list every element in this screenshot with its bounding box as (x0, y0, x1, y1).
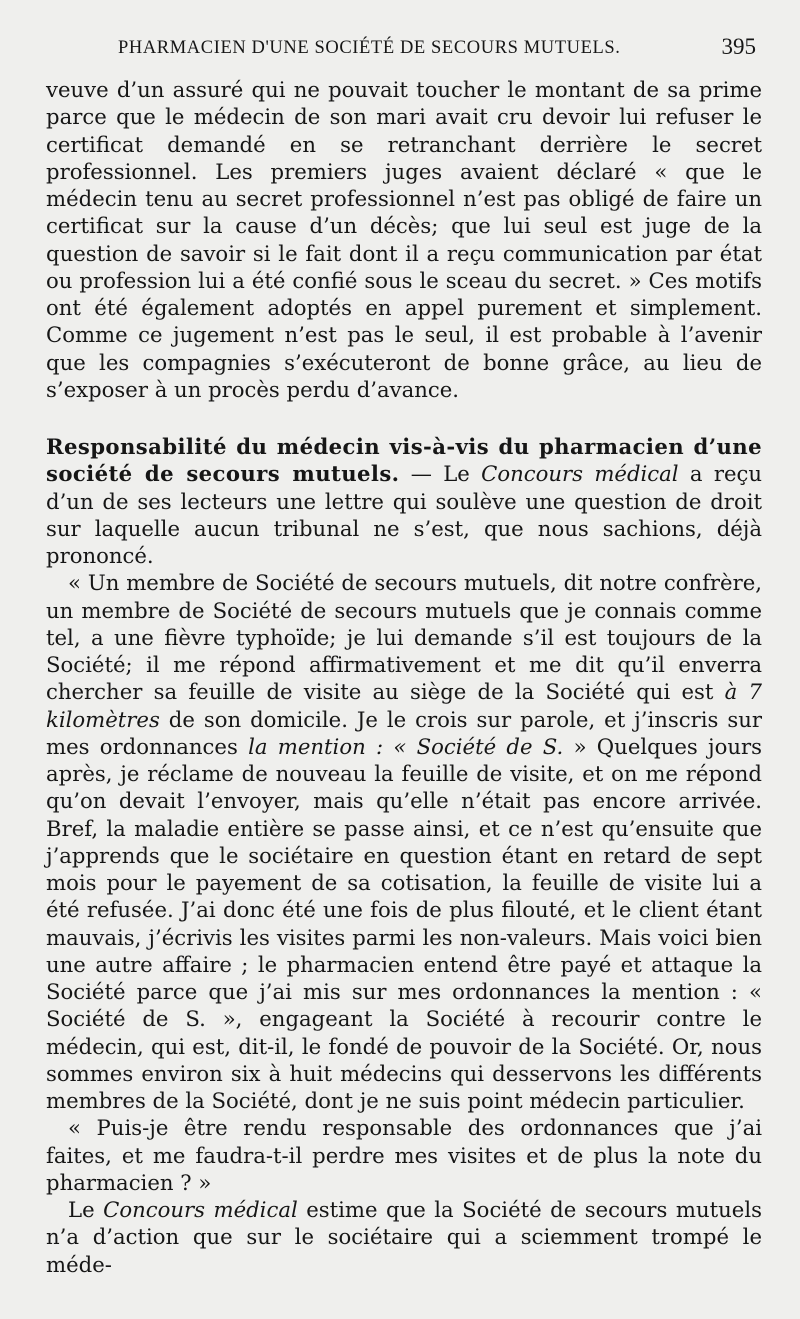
text-run: » Quelques jours après, je réclame de nouveau la feuille de visite, et on me répond qu’on devait l’envoyer, mais qu’elle n’était pas encore arrivée. Bref, la maladie entière se passe ainsi, et ce n’est qu’ensuite que j’apprends que le sociétaire en question étant en retard de sept mois pour le payement de sa cotisation, la feuille de visite lui a été refusée. J’ai donc été une fois de plus filouté, et le client étant mauvais, j’écrivis les visites parmi les non-valeurs. Mais voici bien une autre affaire ; le pharmacien entend être payé et attaque la Société parce que j’ai mis sur mes ordonnances la mention : « Société de S. », engageant la Société à recourir contre le médecin, qui est, dit-il, le fondé de pouvoir de la Société. Or, nous sommes environ six à huit médecins qui desservons les différents membres de la Société, dont je ne suis point médecin particulier. (46, 733, 762, 1113)
section-gap (46, 403, 762, 433)
paragraph-continuation: veuve d’un assuré qui ne pouvait toucher le montant de sa prime parce que le médecin de son mari avait cru devoir lui refuser le certificat demandé en se retranchant derrière le secret professionnel. Les premiers juges avaient déclaré « que le médecin tenu au secret professionnel n’est pas obligé de faire un certificat sur la cause d’un décès; que lui seul est juge de la question de savoir si le fait dont il a reçu communication par état ou profession lui a été confié sous le sceau du secret. » Ces motifs ont été également adoptés en appel purement et simplement. Comme ce jugement n’est pas le seul, il est probable à l’avenir que les compagnies s’exécuteront de bonne grâce, au lieu de s’exposer à un procès perdu d’avance. (46, 77, 762, 402)
body-text (46, 76, 762, 1278)
section-heading: Responsabilité du médecin vis-à-vis du pharmacien d’une société de secours mutuels. (46, 434, 762, 487)
italic-run: la mention : « Société de S. (248, 733, 564, 759)
running-head (46, 32, 762, 76)
journal-title: Concours médical (103, 1197, 298, 1222)
text-run: « Un membre de Société de secours mutuels, dit notre confrère, un membre de Société de secours mutuels que je connais comme tel, a une fièvre typhoïde; je lui demande s’il est toujours de la Société; il me répond affirmativement et me dit qu’il enverra chercher sa feuille de visite au siège de la Société qui est (46, 570, 762, 705)
text-run: de son domicile. Je le crois sur parole, et j’inscris sur mes ordonnances (46, 706, 762, 759)
journal-title: Concours médical (481, 461, 679, 487)
paragraph-response (46, 1196, 762, 1278)
italic-run: à 7 kilomètres (46, 679, 762, 732)
paragraph-letter (46, 569, 762, 1114)
paragraph-section-intro (46, 433, 762, 569)
text-run: a reçu d’un de ses lecteurs une lettre qui soulève une question de droit sur laquelle aucun tribunal ne s’est, que nous sachions, déjà prononcé. (46, 461, 762, 568)
page-number: 395 (721, 34, 756, 59)
text-run: estime que la Société de secours mutuels n’a d’action que sur le sociétaire qui a sciemment trompé le méde- (46, 1197, 762, 1277)
text-run: Le (68, 1197, 104, 1222)
text-run: — Le (399, 461, 482, 487)
paragraph-question: « Puis-je être rendu responsable des ordonnances que j’ai faites, et me faudra-t-il perdre mes visites et de plus la note du pharmacien ? » (46, 1115, 762, 1195)
running-title: PHARMACIEN D'UNE SOCIÉTÉ DE SECOURS MUTUELS. (118, 38, 621, 58)
